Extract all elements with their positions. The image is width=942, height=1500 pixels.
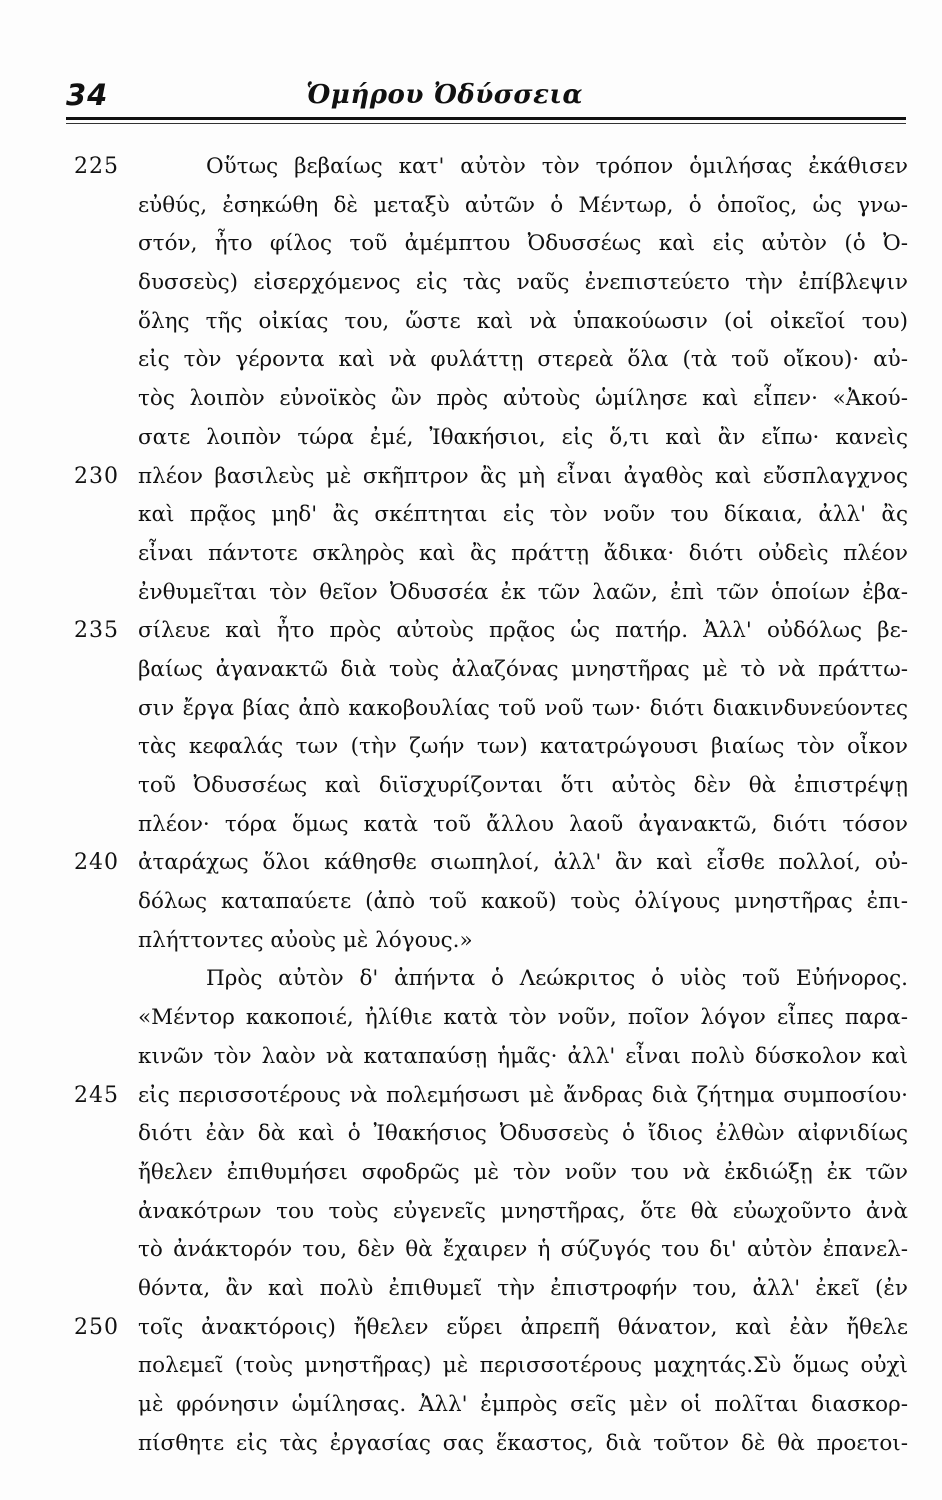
- text-line: [0, 1038, 942, 1077]
- text-line: [0, 496, 942, 535]
- page-number: 34: [66, 78, 109, 112]
- line-text: τὸ ἀνάκτορόν του, δὲν θὰ ἔχαιρεν ἡ σύζυγός του δι' αὐτὸν ἐπανελ-: [138, 1237, 908, 1263]
- line-number: 235: [74, 618, 119, 644]
- line-text: θόντα, ἂν καὶ πολὺ ἐπιθυμεῖ τὴν ἐπιστροφήν του, ἀλλ' ἐκεῖ (ἐν: [138, 1275, 908, 1301]
- text-line: [0, 303, 942, 342]
- text-line: [0, 960, 942, 999]
- text-line: [0, 612, 942, 651]
- text-line: [0, 341, 942, 380]
- line-text: Πρὸς αὐτὸν δ' ἀπήντα ὁ Λεώκριτος ὁ υἱὸς τοῦ Εὐήνορος.: [206, 966, 908, 992]
- line-text: ἀνακότρων του τοὺς εὐγενεῖς μνηστῆρας, ὅτε θὰ εὐωχοῦντο ἀνὰ: [138, 1198, 908, 1224]
- line-text: Οὕτως βεβαίως κατ' αὐτὸν τὸν τρόπον ὁμιλήσας ἐκάθισεν: [206, 154, 908, 179]
- line-number: 250: [74, 1314, 119, 1340]
- line-text: βαίως ἀγανακτῶ διὰ τοὺς ἀλαζόνας μνηστῆρας μὲ τὸ νὰ πράττω-: [138, 656, 908, 682]
- text-line: [0, 767, 942, 806]
- line-text: σατε λοιπὸν τώρα ἐμέ, Ἰθακήσιοι, εἰς ὅ,τι καὶ ἂν εἴπω· κανεὶς: [138, 424, 908, 450]
- text-line: [0, 690, 942, 729]
- line-text: τὸς λοιπὸν εὐνοϊκὸς ὢν πρὸς αὐτοὺς ὡμίλησε καὶ εἶπεν· «Ἀκού-: [138, 386, 908, 412]
- text-line: [0, 574, 942, 613]
- running-head: [66, 78, 906, 118]
- line-text: δόλως καταπαύετε (ἀπὸ τοῦ κακοῦ) τοὺς ὀλίγους μνηστῆρας ἐπι-: [138, 889, 908, 915]
- text-line: [0, 225, 942, 264]
- line-number: 240: [74, 850, 119, 876]
- line-text: μὲ φρόνησιν ὡμίλησας. Ἀλλ' ἐμπρὸς σεῖς μὲν οἱ πολῖται διασκορ-: [138, 1392, 908, 1417]
- text-line: [0, 1231, 942, 1270]
- line-text: πίσθητε εἰς τὰς ἐργασίας σας ἕκαστος, διὰ τοῦτον δὲ θὰ προετοι-: [138, 1430, 908, 1456]
- text-line: [0, 1193, 942, 1232]
- text-line: [0, 844, 942, 883]
- text-line: [0, 1077, 942, 1116]
- line-text: σιν ἔργα βίας ἀπὸ κακοβουλίας τοῦ νοῦ των· διότι διακινδυνεύοντες: [138, 695, 908, 721]
- line-text: ὅλης τῆς οἰκίας του, ὥστε καὶ νὰ ὑπακούωσιν (οἱ οἰκεῖοί του): [138, 308, 908, 334]
- text-line: [0, 1425, 942, 1464]
- line-text: εἶναι πάντοτε σκληρὸς καὶ ἂς πράττῃ ἄδικα· διότι οὐδεὶς πλέον: [138, 540, 908, 566]
- header-rule-thin: [66, 123, 906, 124]
- line-text: τὰς κεφαλάς των (τὴν ζωήν των) κατατρώγουσι βιαίως τὸν οἶκον: [138, 734, 908, 760]
- text-line: [0, 380, 942, 419]
- text-line: [0, 148, 942, 187]
- line-text: ἤθελεν ἐπιθυμήσει σφοδρῶς μὲ τὸν νοῦν του νὰ ἐκδιώξῃ ἐκ τῶν: [138, 1159, 908, 1185]
- text-line: [0, 651, 942, 690]
- line-number: 230: [74, 463, 119, 489]
- line-text: πολεμεῖ (τοὺς μνηστῆρας) μὲ περισσοτέρους μαχητάς.Σὺ ὅμως οὐχὶ: [138, 1353, 908, 1379]
- line-text: δυσσεὺς) εἰσερχόμενος εἰς τὰς ναῦς ἐνεπιστεύετο τὴν ἐπίβλεψιν: [138, 270, 908, 296]
- line-number: 225: [74, 154, 119, 179]
- text-line: [0, 883, 942, 922]
- text-line: [0, 187, 942, 226]
- line-text: ἐνθυμεῖται τὸν θεῖον Ὀδυσσέα ἐκ τῶν λαῶν, ἐπὶ τῶν ὁποίων ἐβα-: [138, 579, 908, 605]
- text-line: [0, 419, 942, 458]
- running-title: Ὁμήρου Ὀδύσσεια: [306, 80, 583, 110]
- body-text: [0, 148, 942, 1463]
- line-text: σίλευε καὶ ἦτο πρὸς αὐτοὺς πρᾷος ὡς πατήρ. Ἀλλ' οὐδόλως βε-: [138, 618, 908, 644]
- header-rule: [66, 117, 906, 120]
- line-text: εὐθύς, ἐσηκώθη δὲ μεταξὺ αὐτῶν ὁ Μέντωρ, ὁ ὁποῖος, ὡς γνω-: [138, 192, 908, 218]
- text-line: [0, 1386, 942, 1425]
- text-line: [0, 999, 942, 1038]
- line-text: τοῦ Ὀδυσσέως καὶ διϊσχυρίζονται ὅτι αὐτὸς δὲν θὰ ἐπιστρέψῃ: [138, 773, 908, 798]
- line-text: διότι ἐὰν δὰ καὶ ὁ Ἰθακήσιος Ὀδυσσεὺς ὁ ἴδιος ἐλθὼν αἰφνιδίως: [138, 1121, 908, 1147]
- line-text: τοῖς ἀνακτόροις) ἤθελεν εὕρει ἀπρεπῆ θάνατον, καὶ ἐὰν ἤθελε: [138, 1314, 908, 1340]
- line-text: πλέον· τόρα ὅμως κατὰ τοῦ ἄλλου λαοῦ ἀγανακτῶ, διότι τόσον: [138, 811, 908, 837]
- line-text: καὶ πρᾷος μηδ' ἂς σκέπτηται εἰς τὸν νοῦν του δίκαια, ἀλλ' ἂς: [138, 502, 908, 528]
- text-line: [0, 922, 942, 961]
- text-line: [0, 1115, 942, 1154]
- text-line: [0, 1154, 942, 1193]
- line-text: ἀταράχως ὅλοι κάθησθε σιωπηλοί, ἀλλ' ἂν καὶ εἶσθε πολλοί, οὐ-: [138, 850, 908, 876]
- line-text: πλέον βασιλεὺς μὲ σκῆπτρον ἂς μὴ εἶναι ἀγαθὸς καὶ εὔσπλαγχνος: [138, 463, 908, 489]
- text-line: [0, 535, 942, 574]
- text-line: [0, 728, 942, 767]
- text-line: [0, 458, 942, 497]
- text-line: [0, 1270, 942, 1309]
- line-number: 245: [74, 1082, 119, 1108]
- text-line: [0, 806, 942, 845]
- line-text: εἰς περισσοτέρους νὰ πολεμήσωσι μὲ ἄνδρας διὰ ζήτημα συμποσίου·: [138, 1082, 908, 1108]
- text-line: [0, 264, 942, 303]
- line-text: κινῶν τὸν λαὸν νὰ καταπαύσῃ ἡμᾶς· ἀλλ' εἶναι πολὺ δύσκολον καὶ: [138, 1043, 908, 1069]
- line-text: «Μέντορ κακοποιέ, ἠλίθιε κατὰ τὸν νοῦν, ποῖον λόγον εἶπες παρα-: [138, 1005, 908, 1031]
- text-line: [0, 1347, 942, 1386]
- line-text: εἰς τὸν γέροντα καὶ νὰ φυλάττῃ στερεὰ ὅλα (τὰ τοῦ οἴκου)· αὐ-: [138, 347, 908, 373]
- line-text: στόν, ἦτο φίλος τοῦ ἀμέμπτου Ὀδυσσέως καὶ εἰς αὐτὸν (ὁ Ὀ-: [138, 231, 908, 257]
- text-line: [0, 1309, 942, 1348]
- line-text: πλήττοντες αὐοὺς μὲ λόγους.»: [138, 927, 473, 953]
